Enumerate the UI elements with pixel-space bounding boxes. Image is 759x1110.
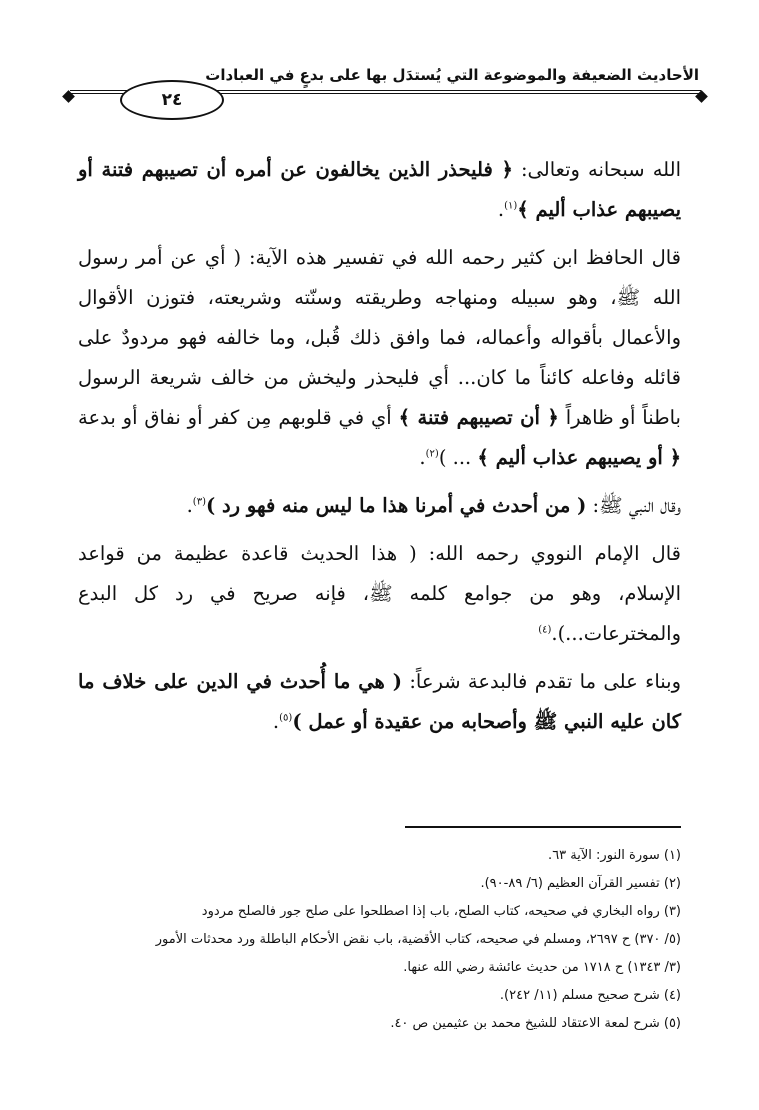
p2-text-c: ... ) [438, 446, 478, 469]
p4-text: قال الإمام النووي رحمه الله: ( هذا الحديث قاعدة عظيمة من قواعد الإسلام، وهو من جوامع كلمه ﷺ، فإنه صريح في رد كل البدع والمخترعات...). [78, 542, 681, 645]
hadith-text: ( من أحدث في أمرنا هذا ما ليس منه فهو رد ) [205, 494, 587, 517]
running-title: الأحاديث الضعيفة والموضوعة التي يُستدَل بها على بدعٍ في العبادات [205, 66, 699, 84]
footnote-separator [405, 826, 681, 828]
quran-verse: ﴿ فليحذر الذين يخالفون عن أمره أن تصيبهم فتنة أو يصيبهم عذاب أليم ﴾ [78, 158, 681, 221]
main-text [78, 150, 681, 750]
footnote-ref-4: (٤) [538, 624, 552, 636]
footnotes [70, 842, 681, 1038]
p3-intro: وقال النبي ﷺ: [586, 494, 681, 517]
paragraph-1: الله سبحانه وتعالى: ﴿ فليحذر الذين يخالفون عن أمره أن تصيبهم فتنة أو يصيبهم عذاب أليم ﴾$^{(١)}$. [78, 158, 681, 221]
footnote-5: (٥) شرح لمعة الاعتقاد للشيخ محمد بن عثيمين ص ٤٠. [390, 1016, 681, 1031]
p2-text-b: أي في قلوبهم مِن كفر أو نفاق أو بدعة [78, 406, 399, 429]
p1-intro: الله سبحانه وتعالى: [512, 158, 681, 181]
p2-verse-part-1: ﴿ أن تصيبهم فتنة ﴾ [398, 406, 559, 429]
p2-text-a: قال الحافظ ابن كثير رحمه الله في تفسير هذه الآية: ( أي عن أمر رسول الله ﷺ، وهو سبيله ومنهاجه وطريقته وسنّته وشريعته، فتوزن الأقوال والأعمال بأقواله وأعماله، فما وافق ذلك قُبل، وما خالفه فهو مردودٌ على قائله وفاعله كائناً ما كان... أي فليحذر وليخش من خالف شريعة الرسول باطناً أو ظاهراً [78, 246, 681, 429]
footnote-2: (٢) تفسير القرآن العظيم (٦/ ٨٩-٩٠). [480, 876, 681, 891]
paragraph-3: وقال النبي ﷺ: ( من أحدث في أمرنا هذا ما ليس منه فهو رد )$^{(٣)}$. [186, 494, 681, 517]
page-header [0, 0, 759, 120]
paragraph-2: قال الحافظ ابن كثير رحمه الله في تفسير هذه الآية: ( أي عن أمر رسول الله ﷺ، وهو سبيله ومنهاجه وطريقته وسنّته وشريعته، فتوزن الأقوال والأعمال بأقواله وأعماله، فما وافق ذلك قُبل، وما خالفه فهو مردودٌ على قائله وفاعله كائناً ما كان... أي فليحذر وليخش من خالف شريعة الرسول باطناً أو ظاهراً ﴿ أن تصيبهم فتنة ﴾ أي في قلوبهم مِن كفر أو نفاق أو بدعة ﴿ أو يصيبهم عذاب أليم ﴾ ... )$^{(٢)}$. [78, 246, 681, 469]
p5-intro: وبناء على ما تقدم فالبدعة شرعاً: [401, 670, 681, 693]
footnote-4: (٤) شرح صحيح مسلم (١١/ ٢٤٢). [499, 988, 681, 1003]
footnote-ref-2: (٢) [425, 448, 439, 460]
footnote-3: (٣) رواه البخاري في صحيحه، كتاب الصلح، باب إذا اصطلحوا على صلح جور فالصلح مردود [201, 904, 681, 919]
footnote-ref-1: (١) [504, 200, 518, 212]
p2-verse-part-2: ﴿ أو يصيبهم عذاب أليم ﴾ [477, 446, 681, 469]
page-number: ٢٤ [120, 80, 224, 120]
footnote-ref-3: (٣) [192, 496, 206, 508]
footnote-3-cont-1: (٥/ ٣٧٠) ح ٢٦٩٧، ومسلم في صحيحه، كتاب الأقضية، باب نقض الأحكام الباطلة ورد محدثات الأمور [155, 932, 681, 947]
footnote-1: (١) سورة النور: الآية ٦٣. [548, 848, 681, 863]
footnote-3-cont-2: (٣/ ١٣٤٣) ح ١٧١٨ من حديث عائشة رضي الله عنها. [403, 960, 681, 975]
paragraph-5: وبناء على ما تقدم فالبدعة شرعاً: ( هي ما أُحدث في الدين على خلاف ما كان عليه النبي ﷺ وأصحابه من عقيدة أو عمل )$^{(٥)}$. [78, 670, 681, 733]
footnote-ref-5: (٥) [279, 712, 293, 724]
bidah-definition: ( هي ما أُحدث في الدين على خلاف ما كان عليه النبي ﷺ وأصحابه من عقيدة أو عمل ) [78, 670, 681, 733]
paragraph-4 [78, 534, 681, 654]
